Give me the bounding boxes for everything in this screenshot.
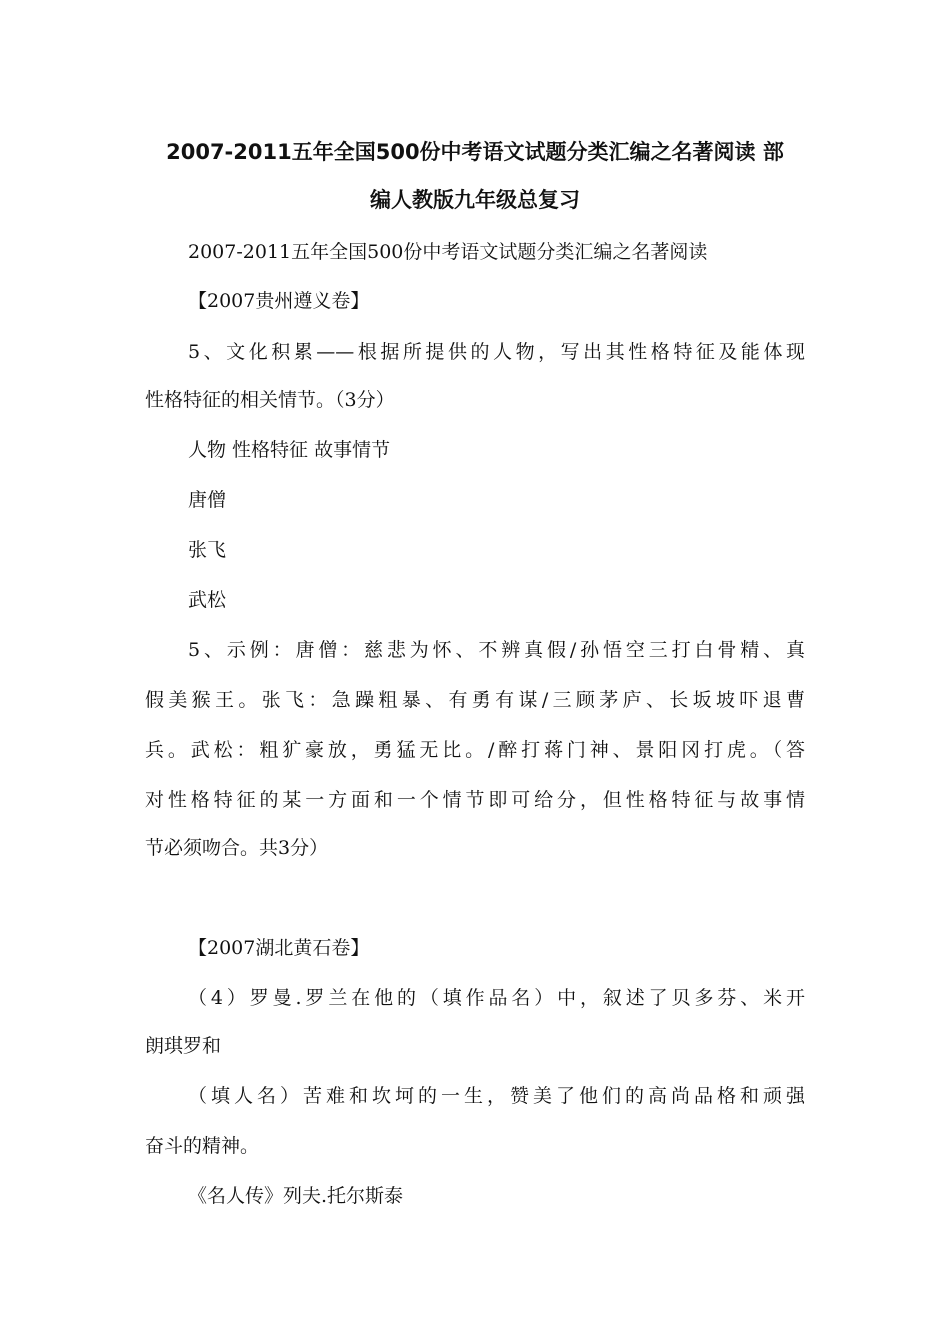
- question-text-line: 朗琪罗和: [145, 1035, 222, 1057]
- document-subtitle: 2007-2011五年全国500份中考语文试题分类汇编之名著阅读: [188, 241, 708, 263]
- answer-text-line: 兵。武松：粗犷豪放，勇猛无比。/醉打蒋门神、景阳冈打虎。（答: [145, 739, 805, 761]
- answer-text-line: 节必须吻合。共3分）: [145, 837, 329, 859]
- document-title-line-1: 2007-2011五年全国500份中考语文试题分类汇编之名著阅读 部: [166, 140, 784, 164]
- section-heading-zunyi: 【2007贵州遵义卷】: [188, 290, 370, 312]
- question-text-line: （4）罗曼.罗兰在他的（填作品名）中，叙述了贝多芬、米开: [188, 987, 805, 1009]
- question-text-line: 5、文化积累——根据所提供的人物，写出其性格特征及能体现: [188, 341, 805, 363]
- table-header-text: 人物 性格特征 故事情节: [188, 439, 391, 461]
- answer-text: 《名人传》列夫.托尔斯泰: [188, 1185, 404, 1207]
- question-text-line: 奋斗的精神。: [145, 1135, 260, 1157]
- question-text-line: 性格特征的相关情节。（3分）: [145, 389, 395, 411]
- question-text-line: （填人名）苦难和坎坷的一生，赞美了他们的高尚品格和顽强: [188, 1085, 805, 1107]
- answer-text-line: 对性格特征的某一方面和一个情节即可给分，但性格特征与故事情: [145, 789, 805, 811]
- section-heading-huangshi: 【2007湖北黄石卷】: [188, 937, 370, 959]
- character-name: 张飞: [188, 539, 227, 561]
- document-title-line-2: 编人教版九年级总复习: [370, 188, 580, 212]
- answer-text-line: 假美猴王。张飞：急躁粗暴、有勇有谋/三顾茅庐、长坂坡吓退曹: [145, 689, 805, 711]
- character-name: 唐僧: [188, 489, 227, 511]
- answer-text-line: 5、示例：唐僧：慈悲为怀、不辨真假/孙悟空三打白骨精、真: [188, 639, 805, 661]
- character-name: 武松: [188, 589, 227, 611]
